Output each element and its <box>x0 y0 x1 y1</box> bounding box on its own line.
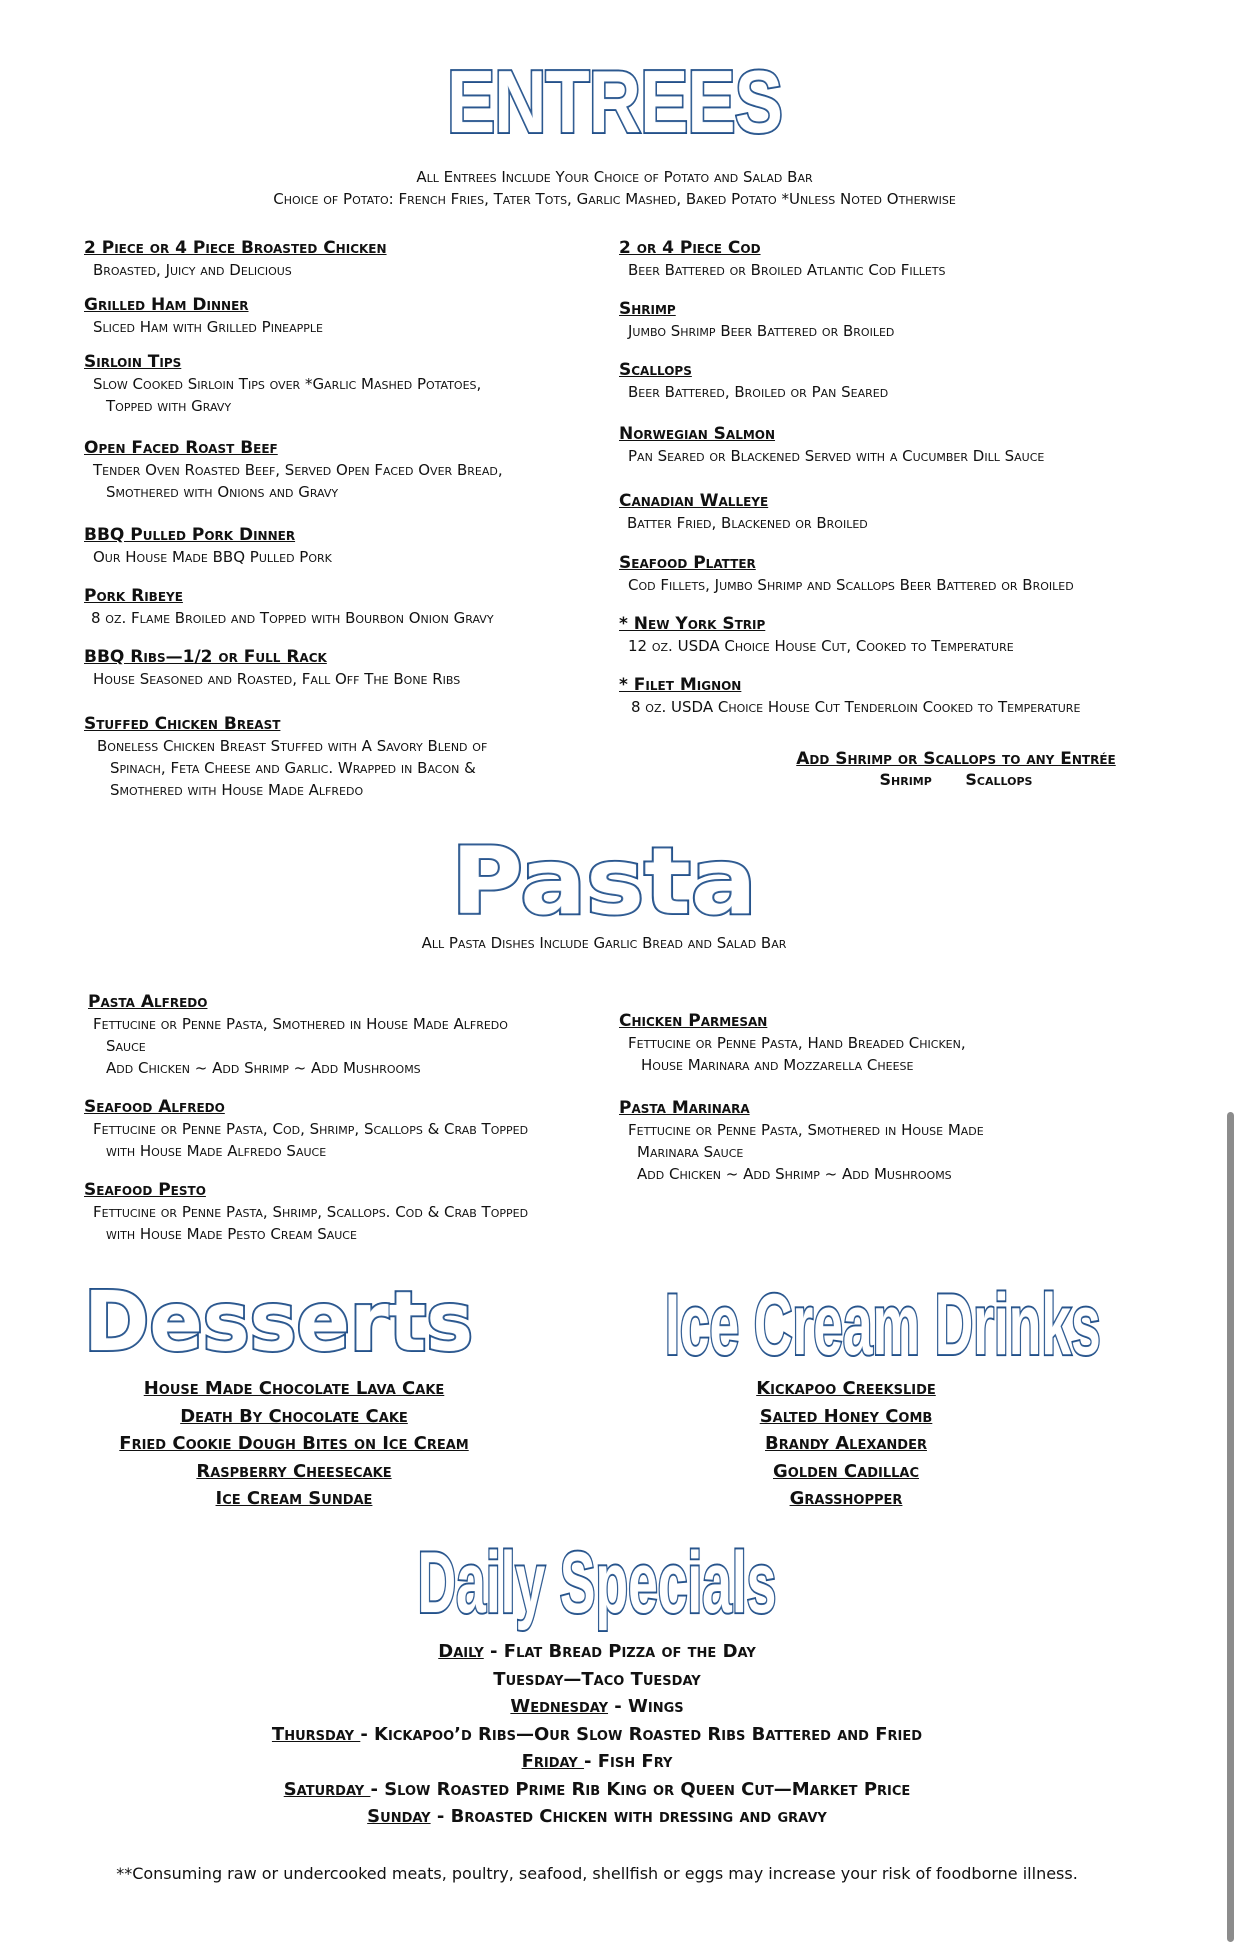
ice-cream-drink-item: Golden Cadillac <box>773 1460 919 1482</box>
pasta-title: Seafood Alfredo <box>84 1097 225 1117</box>
entree-title: Scallops <box>619 360 692 380</box>
pasta-desc-line: Add Chicken ~ Add Shrimp ~ Add Mushrooms <box>106 1059 421 1077</box>
ice-cream-drinks-heading: Ice Cream Drinks <box>665 1277 1101 1373</box>
special-text: - Fish Fry <box>584 1751 673 1772</box>
dessert-item: Death By Chocolate Cake <box>180 1405 408 1427</box>
ice-cream-drink-item: Brandy Alexander <box>765 1433 927 1454</box>
addon-shrimp: Shrimp <box>879 770 932 789</box>
entree-addon <box>746 749 1166 790</box>
pasta-heading: Pasta <box>451 828 757 935</box>
pasta-desc <box>619 1032 966 1076</box>
entree-desc: House Seasoned and Roasted, Fall Off The Bone Ribs <box>93 670 461 688</box>
entree-desc-line: Spinach, Feta Cheese and Garlic. Wrapped in Bacon & <box>110 759 476 777</box>
ice-cream-drink-item: Grasshopper <box>789 1488 903 1509</box>
entree-item <box>84 646 460 690</box>
entree-item <box>84 237 387 281</box>
entree-item <box>619 613 1014 657</box>
ice-cream-drink-item: Salted Honey Comb <box>759 1405 933 1427</box>
entrees-note-line2: Choice of Potato: French Fries, Tater Tots, Garlic Mashed, Baked Potato *Unless Noted Otherwise <box>273 190 956 208</box>
pasta-desc-line: Fettucine or Penne Pasta, Shrimp, Scallops. Cod & Crab Topped <box>93 1203 529 1221</box>
pasta-desc <box>88 1013 508 1079</box>
entree-title: Seafood Platter <box>619 553 756 573</box>
special-text: - Flat Bread Pizza of the Day <box>483 1641 756 1662</box>
dessert-item: House Made Chocolate Lava Cake <box>143 1378 445 1399</box>
entree-title: BBQ Pulled Pork Dinner <box>84 525 296 545</box>
entree-title: Shrimp <box>619 299 676 319</box>
pasta-item <box>84 1096 528 1162</box>
ice-cream-drink-item: Kickapoo Creekslide <box>756 1378 936 1399</box>
entree-desc: Jumbo Shrimp Beer Battered or Broiled <box>628 322 895 340</box>
special-line <box>0 1721 1194 1749</box>
entree-desc-line: Smothered with House Made Alfredo <box>110 781 364 799</box>
entree-title: Canadian Walleye <box>619 491 769 511</box>
entree-item <box>619 552 1074 596</box>
entree-item <box>619 237 946 281</box>
pasta-desc-line: Fettucine or Penne Pasta, Smothered in House Made <box>628 1121 984 1139</box>
entree-title: Grilled Ham Dinner <box>84 295 249 315</box>
daily-specials-heading: Daily Specials <box>417 1535 777 1631</box>
special-text: - Broasted Chicken with dressing and gravy <box>430 1806 827 1827</box>
vertical-scrollbar[interactable] <box>1227 1112 1234 1942</box>
special-line <box>0 1803 1194 1831</box>
daily-specials-list <box>0 1638 1194 1831</box>
entree-desc-line: Topped with Gravy <box>106 397 232 415</box>
special-day: Thursday <box>271 1723 361 1745</box>
dessert-item: Ice Cream Sundae <box>215 1488 373 1509</box>
entree-desc <box>84 373 481 417</box>
pasta-title: Chicken Parmesan <box>619 1011 768 1031</box>
pasta-desc-line: Marinara Sauce <box>637 1143 744 1161</box>
entree-title: 2 or 4 Piece Cod <box>619 238 761 258</box>
entree-desc: Cod Fillets, Jumbo Shrimp and Scallops Beer Battered or Broiled <box>628 576 1074 594</box>
pasta-desc-line: Fettucine or Penne Pasta, Smothered in House Made Alfredo <box>93 1015 508 1033</box>
entree-desc: Our House Made BBQ Pulled Pork <box>93 548 332 566</box>
entree-item <box>619 490 868 534</box>
entree-item <box>84 585 494 629</box>
pasta-item <box>619 1097 984 1185</box>
entrees-heading: ENTREES <box>446 52 783 151</box>
entree-desc-line: Smothered with Onions and Gravy <box>106 483 339 501</box>
special-day: Daily <box>438 1641 484 1662</box>
pasta-desc-line: Add Chicken ~ Add Shrimp ~ Add Mushrooms <box>637 1165 952 1183</box>
entree-desc <box>84 459 503 503</box>
dessert-item: Raspberry Cheesecake <box>196 1460 392 1482</box>
special-text: Tuesday—Taco Tuesday <box>493 1668 701 1690</box>
pasta-item <box>88 991 508 1079</box>
special-text: - Kickapoo’d Ribs—Our Slow Roasted Ribs Battered and Fried <box>360 1723 923 1745</box>
entree-title: Pork Ribeye <box>84 586 183 606</box>
dessert-item: Fried Cookie Dough Bites on Ice Cream <box>119 1433 469 1454</box>
entree-title: 2 Piece or 4 Piece Broasted Chicken <box>84 238 387 258</box>
entree-desc: 12 oz. USDA Choice House Cut, Cooked to Temperature <box>628 637 1014 655</box>
entree-title: * Filet Mignon <box>619 675 742 695</box>
special-line <box>0 1666 1194 1694</box>
addon-title: Add Shrimp or Scallops to any Entrée <box>796 749 1116 769</box>
pasta-desc-line: Fettucine or Penne Pasta, Cod, Shrimp, Scallops & Crab Topped <box>93 1120 529 1138</box>
entree-desc: Pan Seared or Blackened Served with a Cucumber Dill Sauce <box>628 447 1045 465</box>
pasta-desc-line: House Marinara and Mozzarella Cheese <box>641 1056 914 1074</box>
pasta-desc <box>619 1119 984 1185</box>
pasta-desc-line: Fettucine or Penne Pasta, Hand Breaded Chicken, <box>628 1034 966 1052</box>
pasta-desc-line: with House Made Alfredo Sauce <box>106 1142 327 1160</box>
entree-desc: Beer Battered, Broiled or Pan Seared <box>628 383 889 401</box>
entree-desc: 8 oz. USDA Choice House Cut Tenderloin Cooked to Temperature <box>631 698 1081 716</box>
pasta-note: All Pasta Dishes Include Garlic Bread and Salad Bar <box>421 934 787 952</box>
entree-desc: Broasted, Juicy and Delicious <box>93 261 292 279</box>
special-text: - Slow Roasted Prime Rib King or Queen Cut—Market Price <box>370 1778 911 1800</box>
entree-desc: Beer Battered or Broiled Atlantic Cod Fillets <box>628 261 946 279</box>
entree-item <box>619 298 894 342</box>
pasta-desc <box>84 1118 528 1162</box>
entree-item <box>619 674 1080 718</box>
special-day: Sunday <box>367 1806 431 1827</box>
special-day: Friday <box>521 1751 585 1772</box>
pasta-title: Pasta Alfredo <box>88 992 208 1012</box>
addon-options <box>746 770 1166 790</box>
ice-cream-drinks-list <box>696 1375 996 1513</box>
entrees-note-line1: All Entrees Include Your Choice of Potato and Salad Bar <box>416 168 813 186</box>
entree-item <box>84 294 323 338</box>
special-text: - Wings <box>608 1696 684 1717</box>
special-line <box>0 1776 1194 1804</box>
entree-title: Open Faced Roast Beef <box>84 438 278 458</box>
entree-desc-line: Slow Cooked Sirloin Tips over *Garlic Mashed Potatoes, <box>93 375 482 393</box>
entree-item <box>619 423 1044 467</box>
special-line <box>0 1748 1194 1776</box>
entree-item <box>84 524 332 568</box>
entree-title: Norwegian Salmon <box>619 424 776 444</box>
special-day: Saturday <box>283 1778 371 1800</box>
pasta-title: Seafood Pesto <box>84 1180 206 1200</box>
special-line <box>0 1638 1194 1666</box>
pasta-desc <box>84 1201 528 1245</box>
entree-title: Sirloin Tips <box>84 352 182 372</box>
entree-desc <box>84 735 487 801</box>
pasta-title: Pasta Marinara <box>619 1098 750 1118</box>
addon-scallops: Scallops <box>965 770 1033 789</box>
food-safety-disclaimer: **Consuming raw or undercooked meats, poultry, seafood, shellfish or eggs may increase your risk of foodborne illness. <box>116 1864 1078 1883</box>
entree-title: Stuffed Chicken Breast <box>84 714 281 734</box>
entree-item <box>84 351 481 417</box>
pasta-item <box>84 1179 528 1245</box>
entree-title: BBQ Ribs—1/2 or Full Rack <box>84 647 327 667</box>
entree-item <box>619 359 888 403</box>
entree-desc: Batter Fried, Blackened or Broiled <box>627 514 868 532</box>
pasta-item <box>619 1010 966 1076</box>
entree-item <box>84 713 487 801</box>
entree-desc: Sliced Ham with Grilled Pineapple <box>93 318 323 336</box>
desserts-list <box>84 1375 504 1513</box>
special-day: Wednesday <box>510 1696 609 1717</box>
pasta-desc-line: with House Made Pesto Cream Sauce <box>106 1225 357 1243</box>
entree-title: * New York Strip <box>619 614 766 634</box>
entree-desc-line: Tender Oven Roasted Beef, Served Open Faced Over Bread, <box>93 461 503 479</box>
pasta-desc-line: Sauce <box>106 1037 146 1055</box>
entree-desc: 8 oz. Flame Broiled and Topped with Bourbon Onion Gravy <box>91 609 494 627</box>
entree-desc-line: Boneless Chicken Breast Stuffed with A Savory Blend of <box>97 737 488 755</box>
entree-item <box>84 437 503 503</box>
special-line <box>0 1693 1194 1721</box>
desserts-heading: Desserts <box>84 1275 474 1370</box>
